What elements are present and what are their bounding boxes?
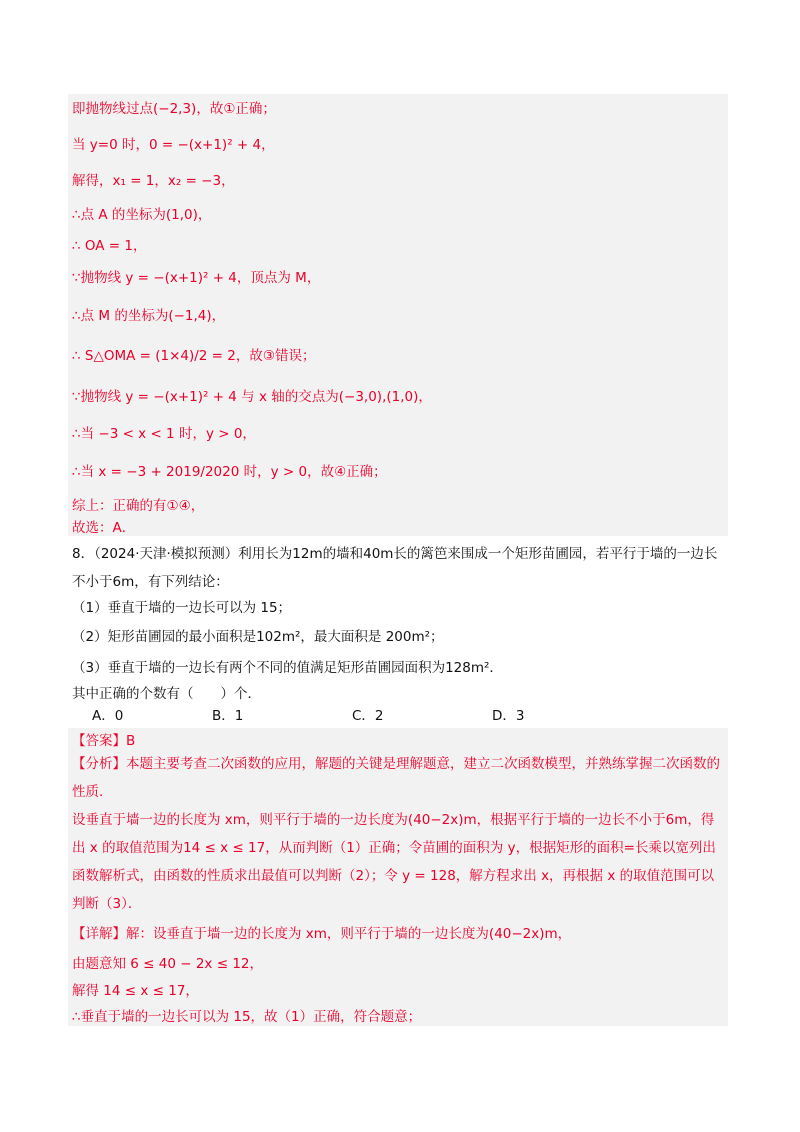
solution-line-10: ∴当 −3 < x < 1 时，y > 0， — [72, 426, 256, 442]
question-item-3: （3）垂直于墙的一边长有两个不同的值满足矩形苗圃园面积为128m²． — [72, 660, 503, 676]
question-stem: 8．（2024·天津·模拟预测）利用长为12m的墙和40m长的篱笆来围成一个矩形苗圃园，若平行于墙的一边长不小于6m，有下列结论： — [72, 546, 718, 590]
solution-line-9: ∵抛物线 y = −(x+1)² + 4 与 x 轴的交点为(−3,0),(1,0)， — [72, 389, 432, 405]
solution-line-13: 故选：A． — [72, 520, 136, 536]
solution-line-7: ∴点 M 的坐标为(−1,4)， — [72, 308, 226, 324]
question-ask: 其中正确的个数有（ ）个． — [72, 686, 261, 702]
solution-line-6: ∵抛物线 y = −(x+1)² + 4，顶点为 M， — [72, 270, 321, 286]
analysis-text: 【分析】本题主要考查二次函数的应用，解题的关键是理解题意，建立二次函数模型，并熟练掌握二次函数的性质． — [72, 756, 720, 800]
option-c: C．2 — [352, 708, 384, 724]
solution-line-8: ∴ S△OMA = (1×4)/2 = 2，故③错误； — [72, 348, 316, 364]
solution-line-11: ∴当 x = −3 + 2019/2020 时，y > 0，故④正确； — [72, 464, 387, 480]
option-d: D．3 — [492, 708, 525, 724]
answer-line: 【答案】B — [72, 733, 136, 749]
detail-step-1: 由题意知 6 ≤ 40 − 2x ≤ 12， — [72, 956, 263, 972]
solution-line-3: 解得，x₁ = 1，x₂ = −3， — [72, 173, 235, 189]
detail-step-3: ∴垂直于墙的一边长可以为 15，故（1）正确，符合题意； — [72, 1009, 422, 1025]
solution-line-2: 当 y=0 时，0 = −(x+1)² + 4， — [72, 137, 275, 153]
question-item-2: （2）矩形苗圃园的最小面积是102m²，最大面积是 200m²； — [72, 629, 444, 645]
detail-step-2: 解得 14 ≤ x ≤ 17， — [72, 983, 199, 999]
solution-line-12: 综上：正确的有①④， — [72, 498, 205, 514]
solution-line-5: ∴ OA = 1， — [72, 238, 147, 254]
detail-intro: 【详解】解：设垂直于墙一边的长度为 xm，则平行于墙的一边长度为(40−2x)m， — [72, 926, 572, 942]
option-a: A．0 — [92, 708, 124, 724]
question-item-1: （1）垂直于墙的一边长可以为 15； — [72, 600, 292, 616]
solution-line-4: ∴点 A 的坐标为(1,0)， — [72, 207, 212, 223]
option-b: B．1 — [212, 708, 244, 724]
solution-line-1: 即抛物线过点(−2,3)，故①正确； — [72, 101, 276, 117]
analysis-detail: 设垂直于墙一边的长度为 xm，则平行于墙的一边长度为(40−2x)m，根据平行于墙的一边长不小于6m，得出 x 的取值范围为14 ≤ x ≤ 17，从而判断（1）正确；令苗圃的面积为 y，根据矩形的面积=长乘以宽列出函数解析式，由函数的性质求出最值可以判断（2）；令 y = 128，解方程求出 x，再根据 x 的取值范围可以判断（3）． — [72, 812, 716, 912]
